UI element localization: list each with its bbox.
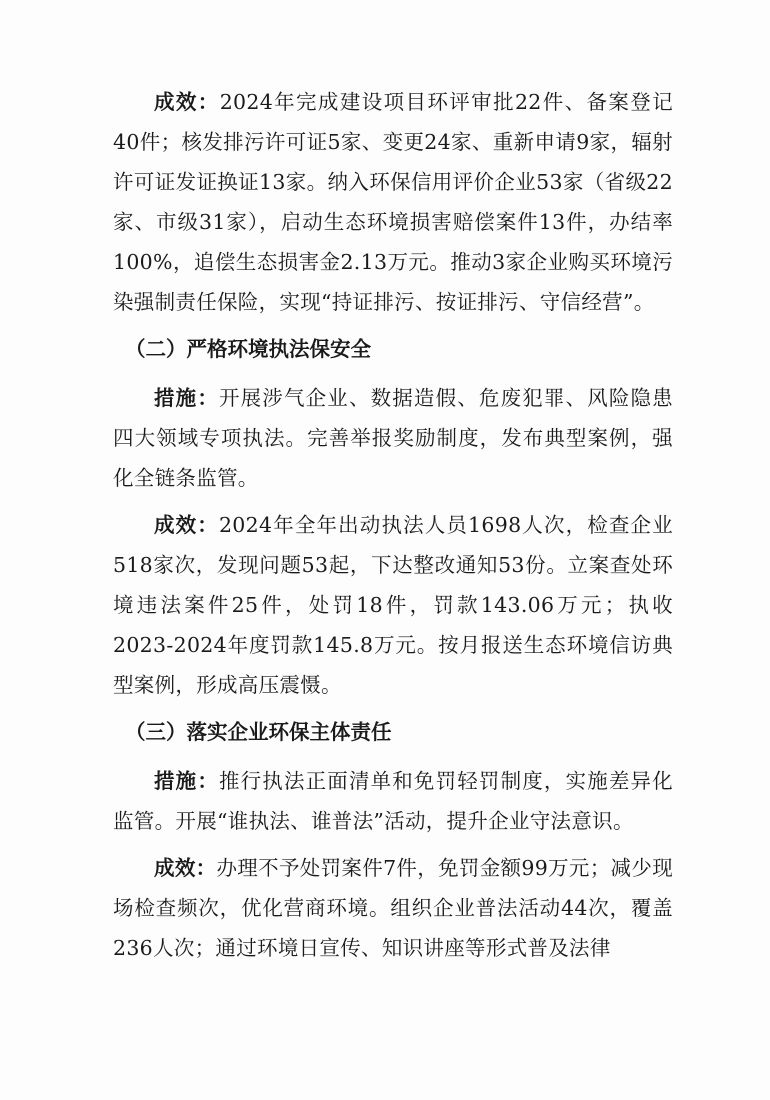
paragraph-results-3 [113, 848, 673, 968]
paragraph-measures-2 [113, 378, 673, 498]
section-heading-2: （二）严格环境执法保安全 [125, 337, 371, 361]
measures-text: 推行执法正面清单和免罚轻罚制度，实施差异化监管。开展“谁执法、谁普法”活动，提升企业守法意识。 [113, 769, 673, 833]
paragraph-results-1 [113, 82, 673, 322]
paragraph-results-2 [113, 505, 673, 705]
measures-text: 开展涉气企业、数据造假、危废犯罪、风险隐患四大领域专项执法。完善举报奖励制度，发布典型案例，强化全链条监管。 [113, 386, 673, 490]
results-label: 成效： [154, 513, 219, 537]
results-text: 2024年完成建设项目环评审批22件、备案登记40件；核发排污许可证5家、变更24家、重新申请9家，辐射许可证发证换证13家。纳入环保信用评价企业53家（省级22家、市级31家），启动生态环境损害赔偿案件13件，办结率100%，追偿生态损害金2.13万元。推动3家企业购买环境污染强制责任保险，实现“持证排污、按证排污、守信经营”。 [113, 90, 674, 314]
results-label: 成效： [154, 90, 220, 114]
results-text: 2024年全年出动执法人员1698人次，检查企业518家次，发现问题53起，下达整改通知53份。立案查处环境违法案件25件，处罚18件，罚款143.06万元；执收2023-2024年度罚款145.8万元。按月报送生态环境信访典型案例，形成高压震慑。 [113, 513, 673, 697]
paragraph-measures-3 [113, 761, 673, 841]
section-heading-3: （三）落实企业环保主体责任 [125, 720, 392, 744]
measures-label: 措施： [154, 386, 219, 410]
results-text: 办理不予处罚案件7件，免罚金额99万元；减少现场检查频次，优化营商环境。组织企业普法活动44次，覆盖236人次；通过环境日宣传、知识讲座等形式普及法律 [113, 856, 674, 960]
document-body [113, 82, 673, 975]
results-label: 成效： [154, 856, 217, 880]
measures-label: 措施： [154, 769, 219, 793]
